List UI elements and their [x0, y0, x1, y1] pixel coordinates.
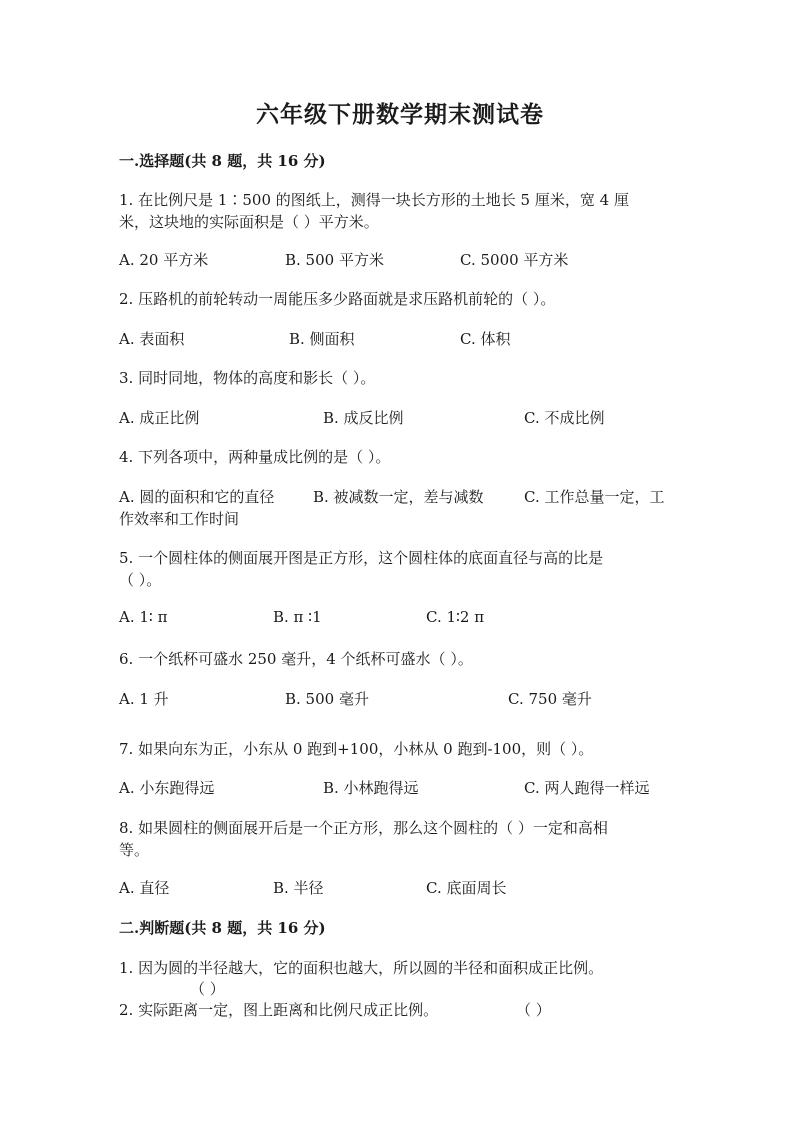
question-5-line-2: （ ）。	[119, 571, 162, 589]
question-3-line-1: 3. 同时同地，物体的高度和影长（ ）。	[119, 369, 376, 387]
question-5-line-1: 5. 一个圆柱体的侧面展开图是正方形，这个圆柱体的底面直径与高的比是	[119, 549, 604, 567]
question-5-options	[119, 608, 679, 628]
question-3-options	[119, 407, 679, 427]
question-6-option-a: A. 1 升	[119, 690, 169, 708]
question-1-line-1: 1. 在比例尺是 1∶500 的图纸上，测得一块长方形的土地长 5 厘米，宽 4 厘	[119, 191, 629, 209]
question-3-option-b: B. 成反比例	[323, 409, 404, 427]
question-7-options	[119, 777, 679, 797]
question-7-option-b: B. 小林跑得远	[323, 779, 419, 797]
question-6-options	[119, 688, 679, 708]
question-6-line-1: 6. 一个纸杯可盛水 250 毫升，4 个纸杯可盛水（ ）。	[119, 650, 473, 668]
question-3-option-c: C. 不成比例	[524, 409, 605, 427]
question-8-line-2: 等。	[119, 841, 150, 859]
question-7-option-a: A. 小东跑得远	[119, 779, 215, 797]
question-8-line-1: 8. 如果圆柱的侧面展开后是一个正方形，那么这个圆柱的（ ）一定和高相	[119, 819, 608, 837]
judge-item-1-text: 1. 因为圆的半径越大，它的面积也越大，所以圆的半径和面积成正比例。	[119, 959, 604, 977]
question-3-option-a: A. 成正比例	[119, 409, 200, 427]
question-2-option-b: B. 侧面积	[289, 330, 355, 348]
question-1-options	[119, 249, 679, 269]
question-4-option-c: C. 工作总量一定，工	[524, 488, 665, 506]
question-4-line-1: 4. 下列各项中，两种量成比例的是（ ）。	[119, 448, 391, 466]
question-8-option-a: A. 直径	[119, 879, 170, 897]
section-heading-choice: 一.选择题(共 8 题，共 16 分)	[119, 152, 326, 170]
question-5-option-b: B. π ∶1	[273, 608, 322, 626]
judge-item-2-bracket: （ ）	[516, 1001, 551, 1019]
question-4-option-a: A. 圆的面积和它的直径	[119, 488, 275, 506]
question-4-option-b: B. 被减数一定，差与减数	[313, 488, 484, 506]
question-7-option-c: C. 两人跑得一样远	[524, 779, 650, 797]
question-6-option-b: B. 500 毫升	[285, 690, 369, 708]
judge-item-2-text: 2. 实际距离一定，图上距离和比例尺成正比例。	[119, 1001, 439, 1019]
question-7-line-1: 7. 如果向东为正，小东从 0 跑到+100，小林从 0 跑到-100，则（ ）。	[119, 740, 594, 758]
question-8-options	[119, 877, 679, 897]
question-4-option-c-continued: 作效率和工作时间	[119, 510, 240, 528]
question-1-line-2: 米，这块地的实际面积是（ ）平方米。	[119, 213, 379, 231]
question-1-option-b: B. 500 平方米	[285, 251, 384, 269]
question-2-options	[119, 328, 679, 348]
question-1-option-a: A. 20 平方米	[119, 251, 209, 269]
question-5-option-a: A. 1∶ π	[119, 608, 168, 626]
section-heading-judge: 二.判断题(共 8 题，共 16 分)	[119, 919, 326, 937]
question-1-option-c: C. 5000 平方米	[460, 251, 569, 269]
judge-item-1-bracket: （ ）	[190, 980, 225, 998]
question-8-option-c: C. 底面周长	[426, 879, 507, 897]
question-2-option-a: A. 表面积	[119, 330, 185, 348]
question-6-option-c: C. 750 毫升	[508, 690, 592, 708]
page-title: 六年级下册数学期末测试卷	[256, 101, 544, 128]
question-2-option-c: C. 体积	[460, 330, 511, 348]
question-5-option-c: C. 1∶2 π	[426, 608, 485, 626]
question-4-options	[119, 486, 679, 506]
question-2-line-1: 2. 压路机的前轮转动一周能压多少路面就是求压路机前轮的（ ）。	[119, 290, 556, 308]
question-8-option-b: B. 半径	[273, 879, 324, 897]
